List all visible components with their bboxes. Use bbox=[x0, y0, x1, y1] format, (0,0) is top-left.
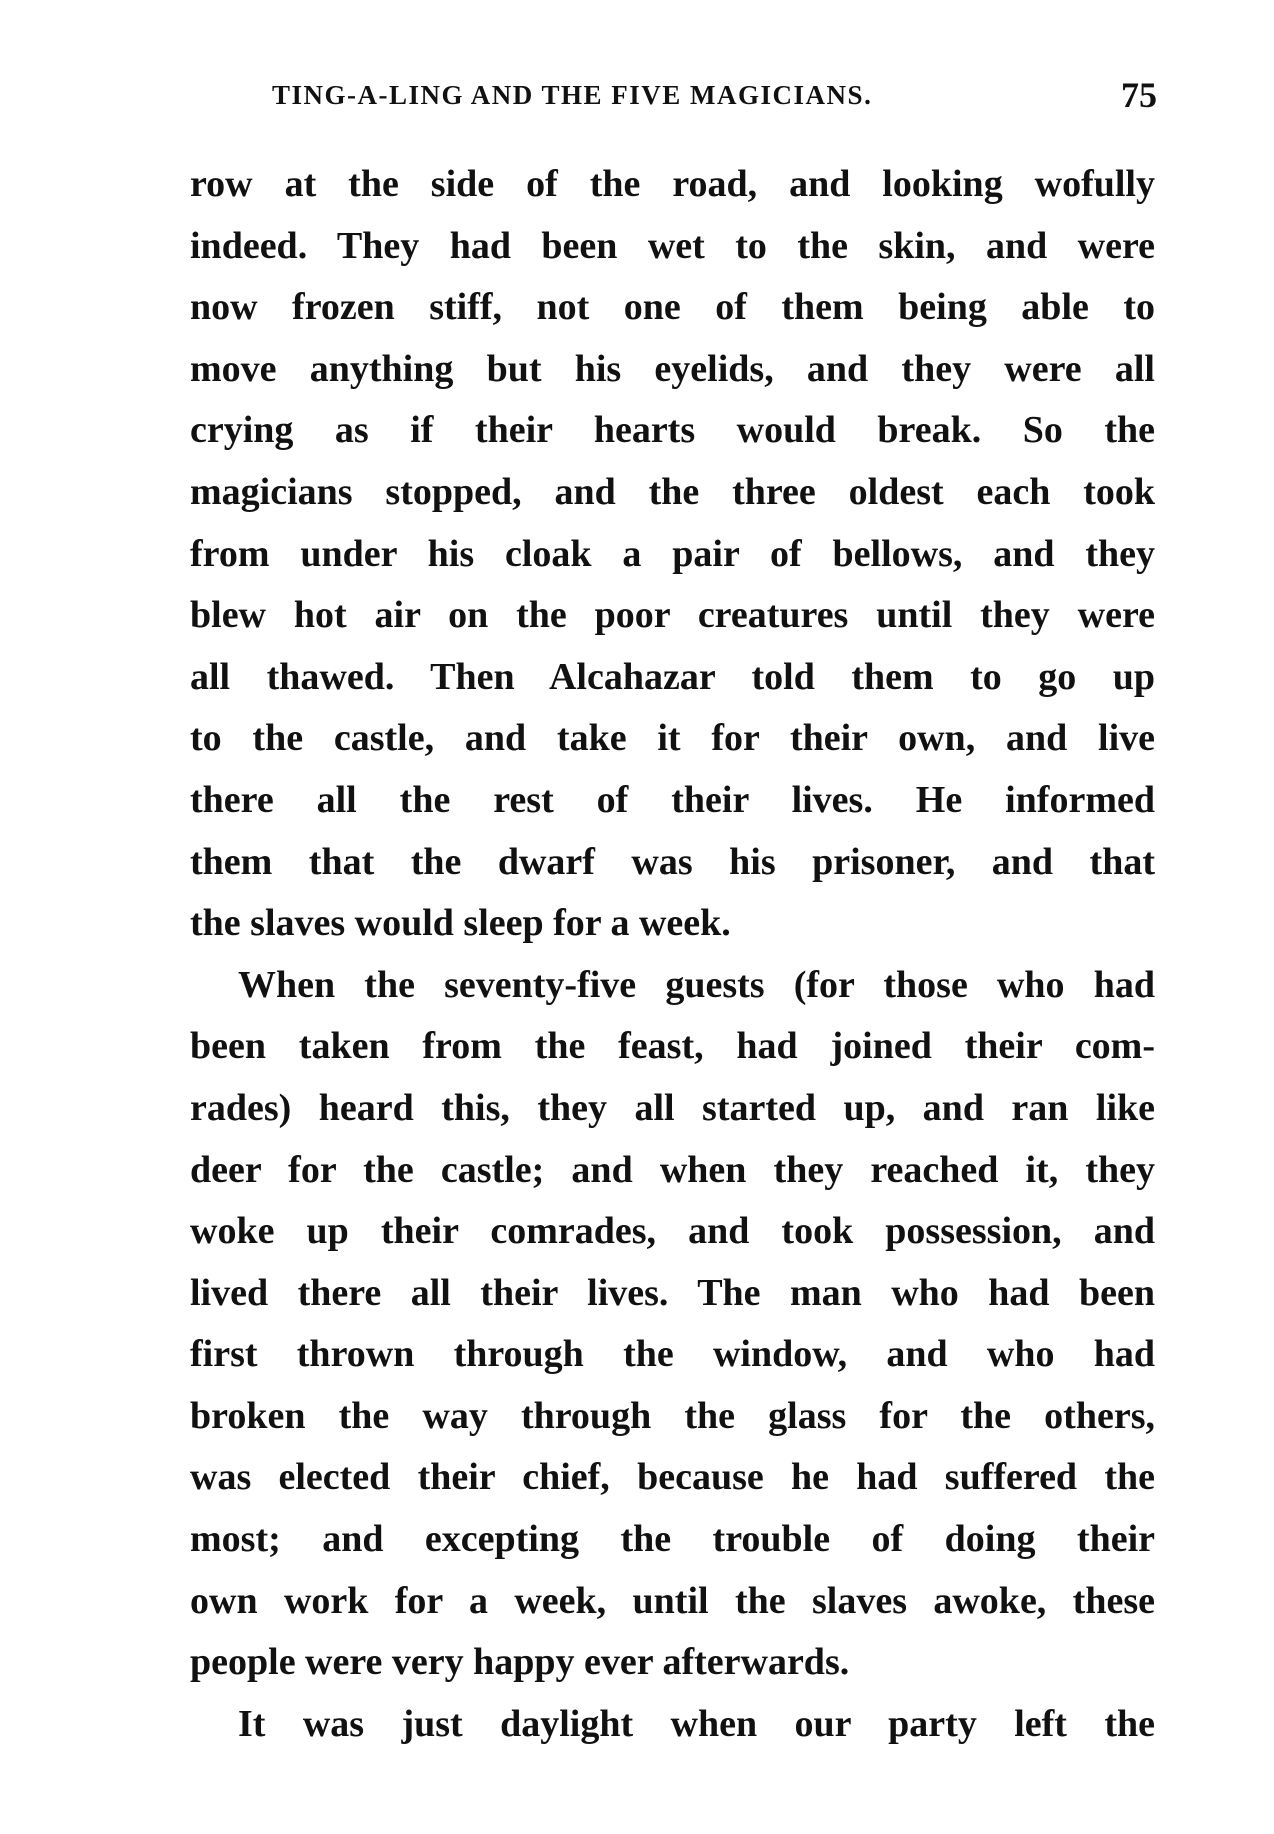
text-line: woke up their comrades, and took possession, and bbox=[190, 1210, 1155, 1253]
text-line: the slaves would sleep for a week. bbox=[190, 902, 731, 945]
text-line: all thawed. Then Alcahazar told them to go up bbox=[190, 655, 1155, 698]
paragraph-3 bbox=[190, 1694, 1155, 1756]
paragraph-2 bbox=[190, 955, 1155, 1694]
text-line: magicians stopped, and the three oldest each took bbox=[190, 470, 1155, 513]
text-line: lived there all their lives. The man who had been bbox=[190, 1271, 1155, 1314]
text-line: blew hot air on the poor creatures until they were bbox=[190, 594, 1155, 637]
body-text bbox=[190, 154, 1155, 1755]
text-line: deer for the castle; and when they reached it, they bbox=[190, 1148, 1155, 1191]
text-line: rades) heard this, they all started up, and ran like bbox=[190, 1086, 1155, 1129]
page-number: 75 bbox=[1121, 75, 1157, 115]
running-head bbox=[272, 74, 1157, 118]
text-line: first thrown through the window, and who had bbox=[190, 1333, 1155, 1376]
text-line: move anything but his eyelids, and they were all bbox=[190, 347, 1155, 390]
text-line: most; and excepting the trouble of doing their bbox=[190, 1518, 1155, 1561]
running-title: TING-A-LING AND THE FIVE MAGICIANS. bbox=[272, 80, 873, 110]
text-line: from under his cloak a pair of bellows, and they bbox=[190, 532, 1155, 575]
text-line: them that the dwarf was his prisoner, and that bbox=[190, 840, 1155, 883]
text-line: was elected their chief, because he had suffered the bbox=[190, 1456, 1155, 1499]
text-line: broken the way through the glass for the others, bbox=[190, 1394, 1155, 1437]
text-line: When the seventy-five guests (for those who had bbox=[238, 963, 1155, 1006]
text-line: to the castle, and take it for their own, and live bbox=[190, 717, 1155, 760]
text-line: own work for a week, until the slaves awoke, these bbox=[190, 1579, 1155, 1622]
text-line: row at the side of the road, and looking wofully bbox=[190, 163, 1155, 205]
text-line: now frozen stiff, not one of them being able to bbox=[190, 286, 1155, 329]
text-line: there all the rest of their lives. He informed bbox=[190, 778, 1155, 821]
text-line: indeed. They had been wet to the skin, and were bbox=[190, 224, 1155, 267]
text-line: been taken from the feast, had joined their com- bbox=[190, 1025, 1155, 1068]
text-line: people were very happy ever afterwards. bbox=[190, 1641, 850, 1684]
text-line: It was just daylight when our party left the bbox=[238, 1702, 1155, 1745]
text-line: crying as if their hearts would break. So the bbox=[190, 409, 1155, 452]
paragraph-1 bbox=[190, 154, 1155, 955]
